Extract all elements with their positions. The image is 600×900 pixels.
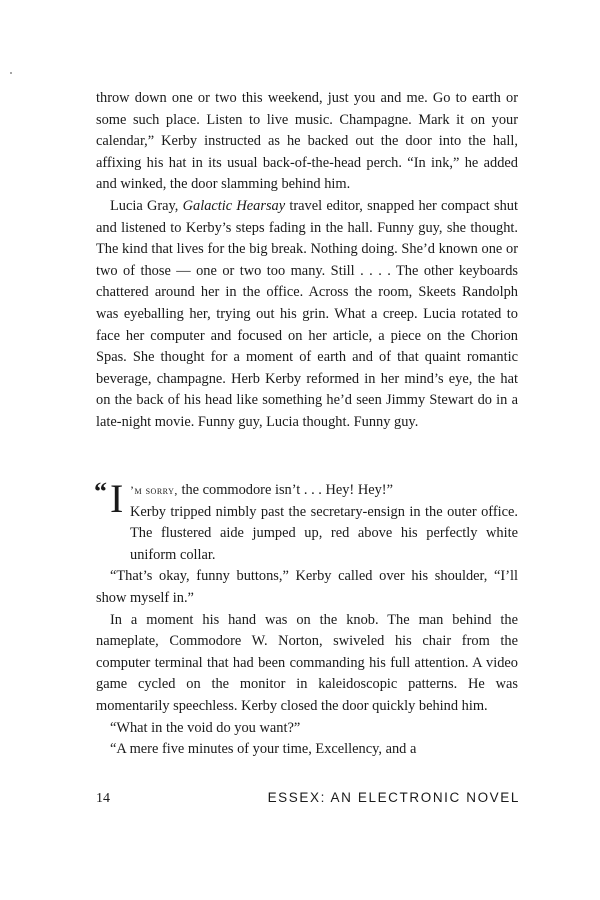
paragraph: “A mere five minutes of your time, Excellency, and a [110, 741, 417, 758]
page-footer [96, 790, 520, 807]
paragraph-lead: Lucia Gray, [110, 197, 183, 214]
opening-text: the commodore isn’t . . . Hey! Hey!” [177, 482, 393, 498]
open-quote-glyph: “ [94, 477, 104, 506]
paragraph: throw down one or two this weekend, just you and me. Go to earth or some such place. Listen to live music. Champagne. Mark it on your calendar,” Kerby instructed as he backed out the door into the hall, affixing his hat in its usual back-of-the-head perch. “In ink,” he added and winked, the door slamming behind him. [96, 90, 518, 193]
paragraph: Kerby tripped nimbly past the secretary-ensign in the outer office. The flustered aide jumped up, red above his perfectly white uniform collar. [130, 503, 518, 563]
paragraph-body: travel editor, snapped her compact shut and listened to Kerby’s steps fading in the hall. Funny guy, she thought. The kind that lives for the big break. Nothing doing. She’d known one or two of those — one or two too many. Still . . . . The other keyboards chattered around her in the office. Across the room, Skeets Randolph was eyeballing her, trying out his grin. What a creep. Lucia rotated to face her computer and focused on her article, a piece on the Chorion Spas. She thought for a moment of earth and of that quaint romantic beverage, champagne. Herb Kerby reformed in her mind’s eye, the hat on the back of his head like something he’d seen Jimmy Stewart do in a late-night movie. Funny guy, Lucia thought. Funny guy. [96, 197, 518, 430]
page-number: 14 [96, 791, 110, 806]
section-two [94, 476, 518, 761]
small-caps-lead: ’m sorry, [130, 483, 178, 497]
section-one [96, 88, 518, 434]
section-opening-line [94, 476, 518, 521]
paragraph [96, 196, 518, 434]
drop-cap: I [110, 476, 124, 521]
paragraph: In a moment his hand was on the knob. The man behind the nameplate, Commodore W. Norton, swiveled his chair from the computer terminal that had been commanding his full attention. A video game cycled on the monitor in kaleidoscopic patterns. He was momentarily speechless. Kerby closed the door quickly behind him. [96, 611, 518, 714]
running-head: ESSEX: AN ELECTRONIC NOVEL [267, 790, 520, 805]
paragraph: “What in the void do you want?” [110, 719, 301, 736]
scan-speck [10, 72, 12, 74]
publication-title: Galactic Hearsay [182, 197, 286, 214]
paragraph: “That’s okay, funny buttons,” Kerby called over his shoulder, “I’ll show myself in.” [96, 568, 518, 606]
